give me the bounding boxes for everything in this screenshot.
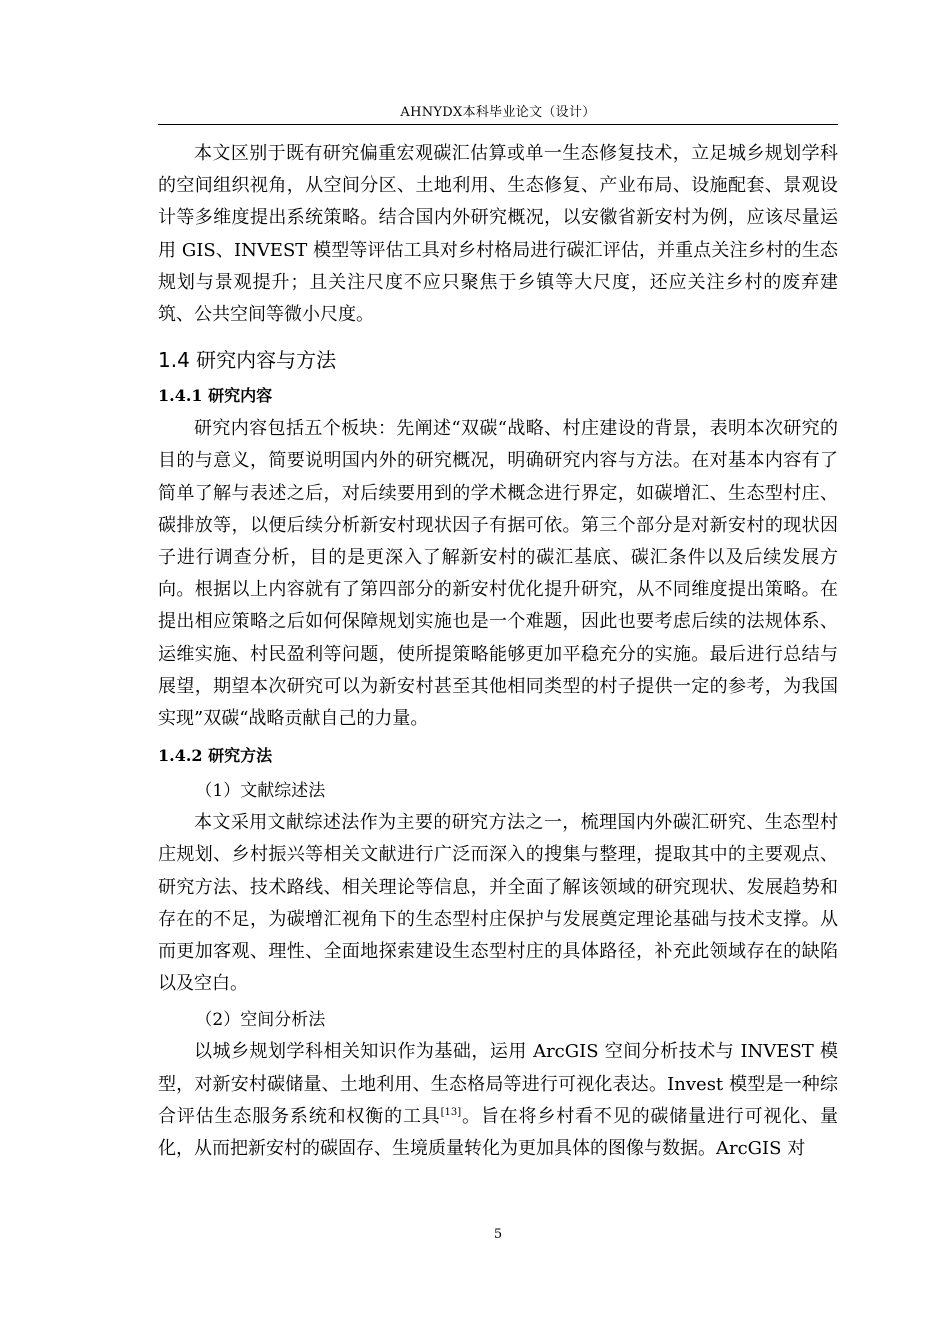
subsection-title-methods: 1.4.2 研究方法 xyxy=(158,746,273,766)
citation-marker: [13] xyxy=(440,1106,462,1118)
method-paragraph-spatial xyxy=(158,1036,838,1165)
method-label-literature: （1）文献综述法 xyxy=(195,781,326,802)
header-rule xyxy=(158,124,838,125)
page-number: 5 xyxy=(493,1227,503,1242)
content-paragraph: 研究内容包括五个板块：先阐述“双碳“战略、村庄建设的背景，表明本次研究的目的与意义，简要说明国内外的研究概况，明确研究内容与方法。在对基本内容有了简单了解与表述之后，对后续要用到的学术概念进行界定，如碳增汇、生态型村庄、碳排放等，以便后续分析新安村现状因子有据可依。第三个部分是对新安村的现状因子进行调查分析，目的是更深入了解新安村的碳汇基底、碳汇条件以及后续发展方向。根据以上内容就有了第四部分的新安村优化提升研究，从不同维度提出策略。在提出相应策略之后如何保障规划实施也是一个难题，因此也要考虑后续的法规体系、运维实施、村民盈利等问题，使所提策略能够更加平稳充分的实施。最后进行总结与展望，期望本次研究可以为新安村甚至其他相同类型的村子提供一定的参考，为我国实现”双碳“战略贡献自己的力量。 xyxy=(158,418,838,730)
running-header: AHNYDX本科毕业论文（设计） xyxy=(400,105,596,120)
method-paragraph-spatial-text-a: 以城乡规划学科相关知识作为基础，运用 ArcGIS 空间分析技术与 INVEST 模型，对新安村碳储量、土地利用、生态格局等进行可视化表达。Invest 模型是一种综合评估生态服务系统和权衡的工具 xyxy=(158,1041,838,1127)
method-paragraph-spatial-text-b: 。旨在将乡村看不见的碳储量进行可视化、量化，从而把新安村的碳固存、生境质量转化为更加具体的图像与数据。ArcGIS 对 xyxy=(158,1105,839,1160)
method-label-spatial: （2）空间分析法 xyxy=(195,1010,326,1031)
page-body xyxy=(158,138,838,1165)
method-paragraph-literature: 本文采用文献综述法作为主要的研究方法之一，梳理国内外碳汇研究、生态型村庄规划、乡村振兴等相关文献进行广泛而深入的搜集与整理，提取其中的主要观点、研究方法、技术路线、相关理论等信息，并全面了解该领域的研究现状、发展趋势和存在的不足，为碳增汇视角下的生态型村庄保护与发展奠定理论基础与技术支撑。从而更加客观、理性、全面地探索建设生态型村庄的具体路径，补充此领域存在的缺陷以及空白。 xyxy=(158,812,838,995)
subsection-title-content: 1.4.1 研究内容 xyxy=(158,386,273,406)
section-title: 1.4 研究内容与方法 xyxy=(158,348,337,373)
intro-paragraph: 本文区别于既有研究偏重宏观碳汇估算或单一生态修复技术，立足城乡规划学科的空间组织视角，从空间分区、土地利用、生态修复、产业布局、设施配套、景观设计等多维度提出系统策略。结合国内外研究概况，以安徽省新安村为例，应该尽量运用 GIS、INVEST 模型等评估工具对乡村格局进行碳汇评估，并重点关注乡村的生态规划与景观提升；且关注尺度不应只聚焦于乡镇等大尺度，还应关注乡村的废弃建筑、公共空间等微小尺度。 xyxy=(158,143,838,326)
